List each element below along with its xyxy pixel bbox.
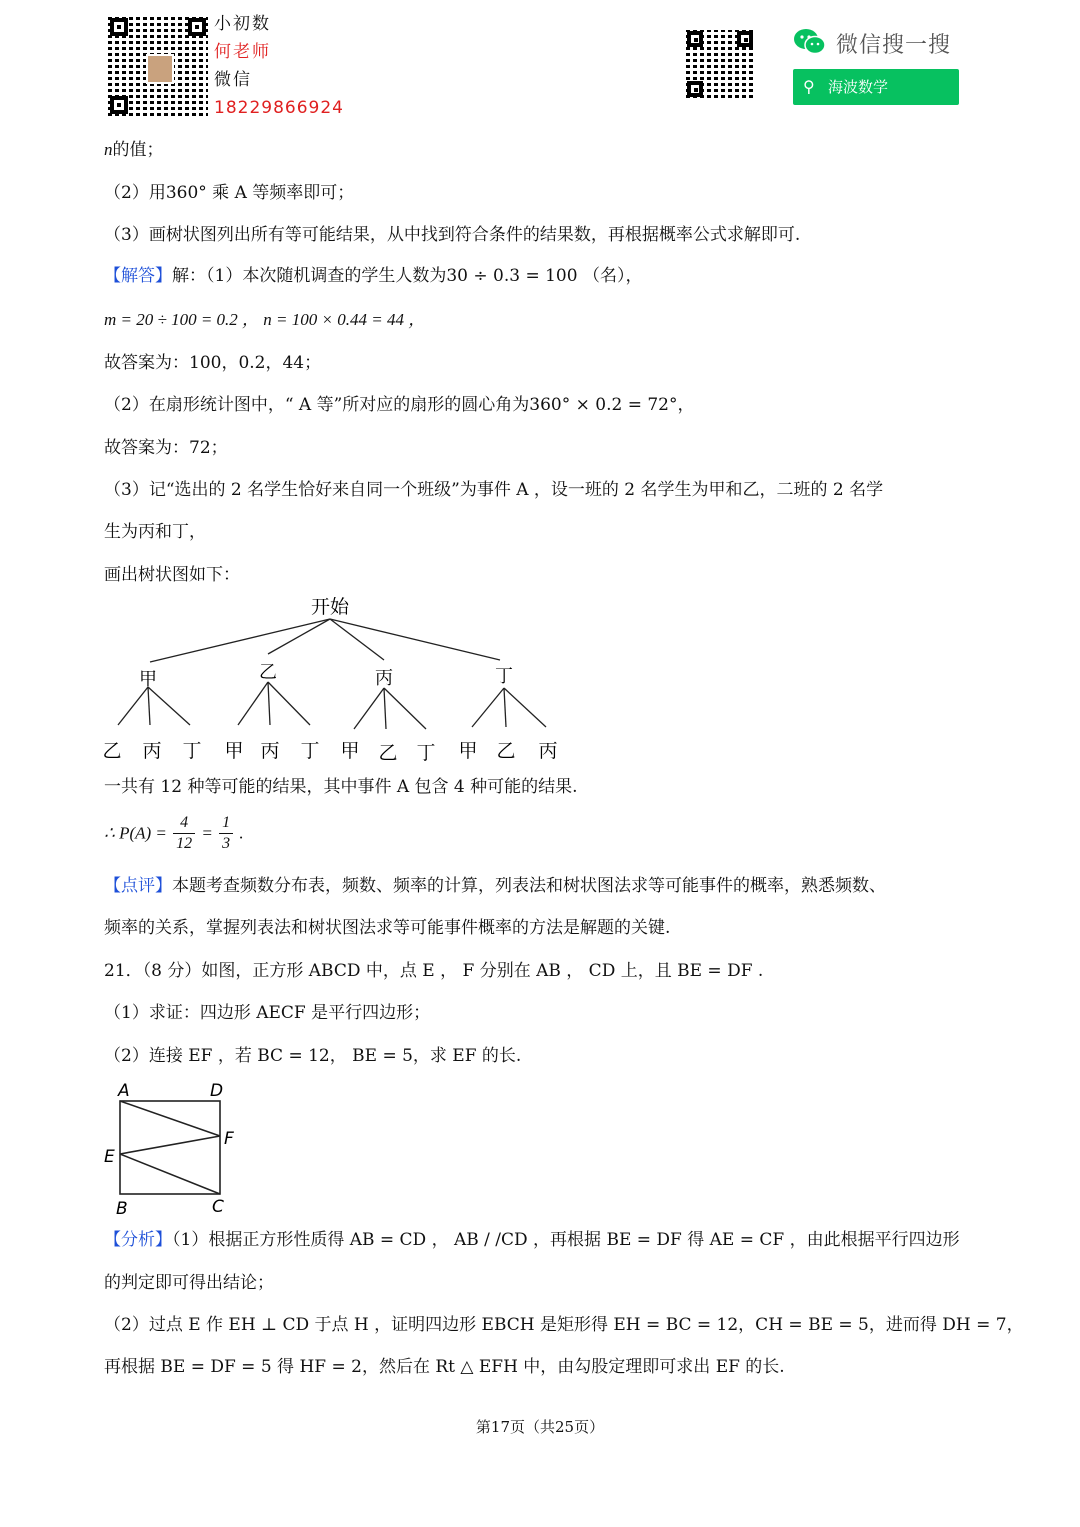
contact-phone: 18229866924 — [214, 98, 344, 118]
probability-formula: ∴ P(A) = $\frac{4}{12}$ = $\frac{1}{3}$ . — [104, 814, 244, 852]
text-line — [104, 138, 984, 162]
search-label: 微信搜一搜 — [836, 33, 952, 58]
tree-leaf: 丁 — [416, 742, 436, 764]
tree-leaf: 丁 — [182, 740, 202, 762]
answer-tag: 【解答】 — [104, 266, 172, 286]
contact-line: 小初数 — [214, 14, 271, 34]
fraction-denominator: 3 — [222, 835, 231, 852]
fraction-numerator: 1 — [219, 813, 233, 834]
text-line: （2）连接 EF ，若 BC = 12， BE = 5，求 EF 的长. — [104, 1046, 522, 1066]
text-line: 生为丙和丁， — [104, 522, 206, 542]
fraction — [219, 813, 233, 854]
tree-leaf: 乙 — [496, 740, 516, 762]
question-title: 21．（8 分）如图，正方形 ABCD 中，点 E ， F 分别在 AB ， CD 上，且 BE = DF . — [104, 961, 764, 981]
tree-node: 乙 — [259, 662, 277, 683]
qr-code-left — [108, 16, 208, 116]
fraction-denominator: 12 — [176, 835, 193, 852]
text-line: 频率的关系，掌握列表法和树状图法求等可能事件概率的方法是解题的关键. — [104, 918, 671, 938]
search-button-label: 海波数学 — [828, 78, 889, 96]
tree-leaf: 甲 — [224, 740, 244, 762]
formula-prefix: ∴ P(A) = — [104, 823, 167, 843]
tree-node: 甲 — [139, 669, 157, 690]
tree-leaf: 甲 — [340, 740, 360, 762]
text-line: （2）过点 E 作 EH ⊥ CD 于点 H ，证明四边形 EBCH 是矩形得 EH = BC = 12，CH = BE = 5，进而得 DH = 7， — [104, 1315, 1024, 1335]
text-line: 再根据 BE = DF = 5 得 HF = 2，然后在 Rt △ EFH 中，由勾股定理即可求出 EF 的长. — [104, 1357, 785, 1377]
text: （1）根据正方形性质得 AB = CD ， AB / /CD ，再根据 BE = DF 得 AE = CF ，由此根据平行四边形 — [172, 1230, 960, 1250]
tree-leaf: 乙 — [102, 740, 122, 762]
qr-code-right — [686, 30, 754, 98]
tree-root: 开始 — [310, 596, 350, 618]
vertex-label: B — [116, 1199, 128, 1219]
text-line — [104, 1228, 984, 1252]
tree-leaf: 丁 — [300, 740, 320, 762]
contact-text — [214, 10, 344, 122]
text-line: （3）画树状图列出所有等可能结果，从中找到符合条件的结果数，再根据概率公式求解即可. — [104, 225, 801, 245]
contact-line: 微信 — [214, 70, 252, 90]
text-line: m = 20 ÷ 100 = 0.2 ， n = 100 × 0.44 = 44 ， — [104, 310, 426, 329]
vertex-label: D — [210, 1081, 224, 1101]
text-line: 故答案为：100，0.2，44； — [104, 353, 322, 373]
text-line — [104, 264, 984, 288]
tree-node: 丙 — [375, 668, 393, 689]
text-line — [104, 874, 984, 898]
text-line: 画出树状图如下： — [104, 565, 240, 585]
text-line: 的判定即可得出结论； — [104, 1273, 274, 1293]
tree-leaf: 丙 — [142, 740, 162, 762]
tree-leaf: 丙 — [260, 740, 280, 762]
vertex-label: E — [104, 1147, 115, 1167]
tree-leaf: 甲 — [458, 740, 478, 762]
tree-node: 丁 — [495, 666, 513, 687]
tree-branches — [118, 619, 546, 729]
text-line: 一共有 12 种等可能的结果，其中事件 A 包含 4 种可能的结果. — [104, 777, 578, 797]
text-line: （2）在扇形统计图中，“ A 等”所对应的扇形的圆心角为360° × 0.2 = 72°， — [104, 395, 695, 415]
analysis-tag: 【分析】 — [104, 1230, 172, 1250]
search-button[interactable] — [793, 69, 959, 105]
vertex-label: A — [118, 1081, 130, 1101]
wechat-icon — [793, 28, 827, 56]
contact-line: 何老师 — [214, 42, 271, 62]
text: 解：（1）本次随机调查的学生人数为30 ÷ 0.3 = 100 （名）， — [172, 266, 643, 286]
square-diagram — [100, 1076, 250, 1220]
fraction — [173, 813, 195, 854]
square-lines — [120, 1101, 220, 1194]
text-line: （3）记“选出的 2 名学生恰好来自同一个班级”为事件 A ，设一班的 2 名学生为甲和乙，二班的 2 名学 — [104, 480, 884, 500]
vertex-label: F — [224, 1129, 234, 1149]
text: 的值； — [112, 140, 164, 160]
fraction-numerator: 4 — [173, 813, 195, 834]
tree-leaf: 乙 — [378, 742, 398, 764]
review-tag: 【点评】 — [104, 876, 172, 896]
page-footer: 第17页（共25页） — [475, 1418, 605, 1436]
text-line: （1）求证：四边形 AECF 是平行四边形； — [104, 1003, 431, 1023]
tree-leaf: 丙 — [538, 740, 558, 762]
text: 本题考查频数分布表，频数、频率的计算，列表法和树状图法求等可能事件的概率，熟悉频数、 — [172, 876, 886, 896]
search-icon: ⚲ — [803, 77, 815, 96]
text-line: 故答案为：72； — [104, 438, 228, 458]
var-n: n — [104, 140, 113, 159]
vertex-label: C — [212, 1197, 224, 1217]
tree-diagram — [100, 592, 570, 770]
text-line: （2）用360° 乘 A 等频率即可； — [104, 183, 355, 203]
